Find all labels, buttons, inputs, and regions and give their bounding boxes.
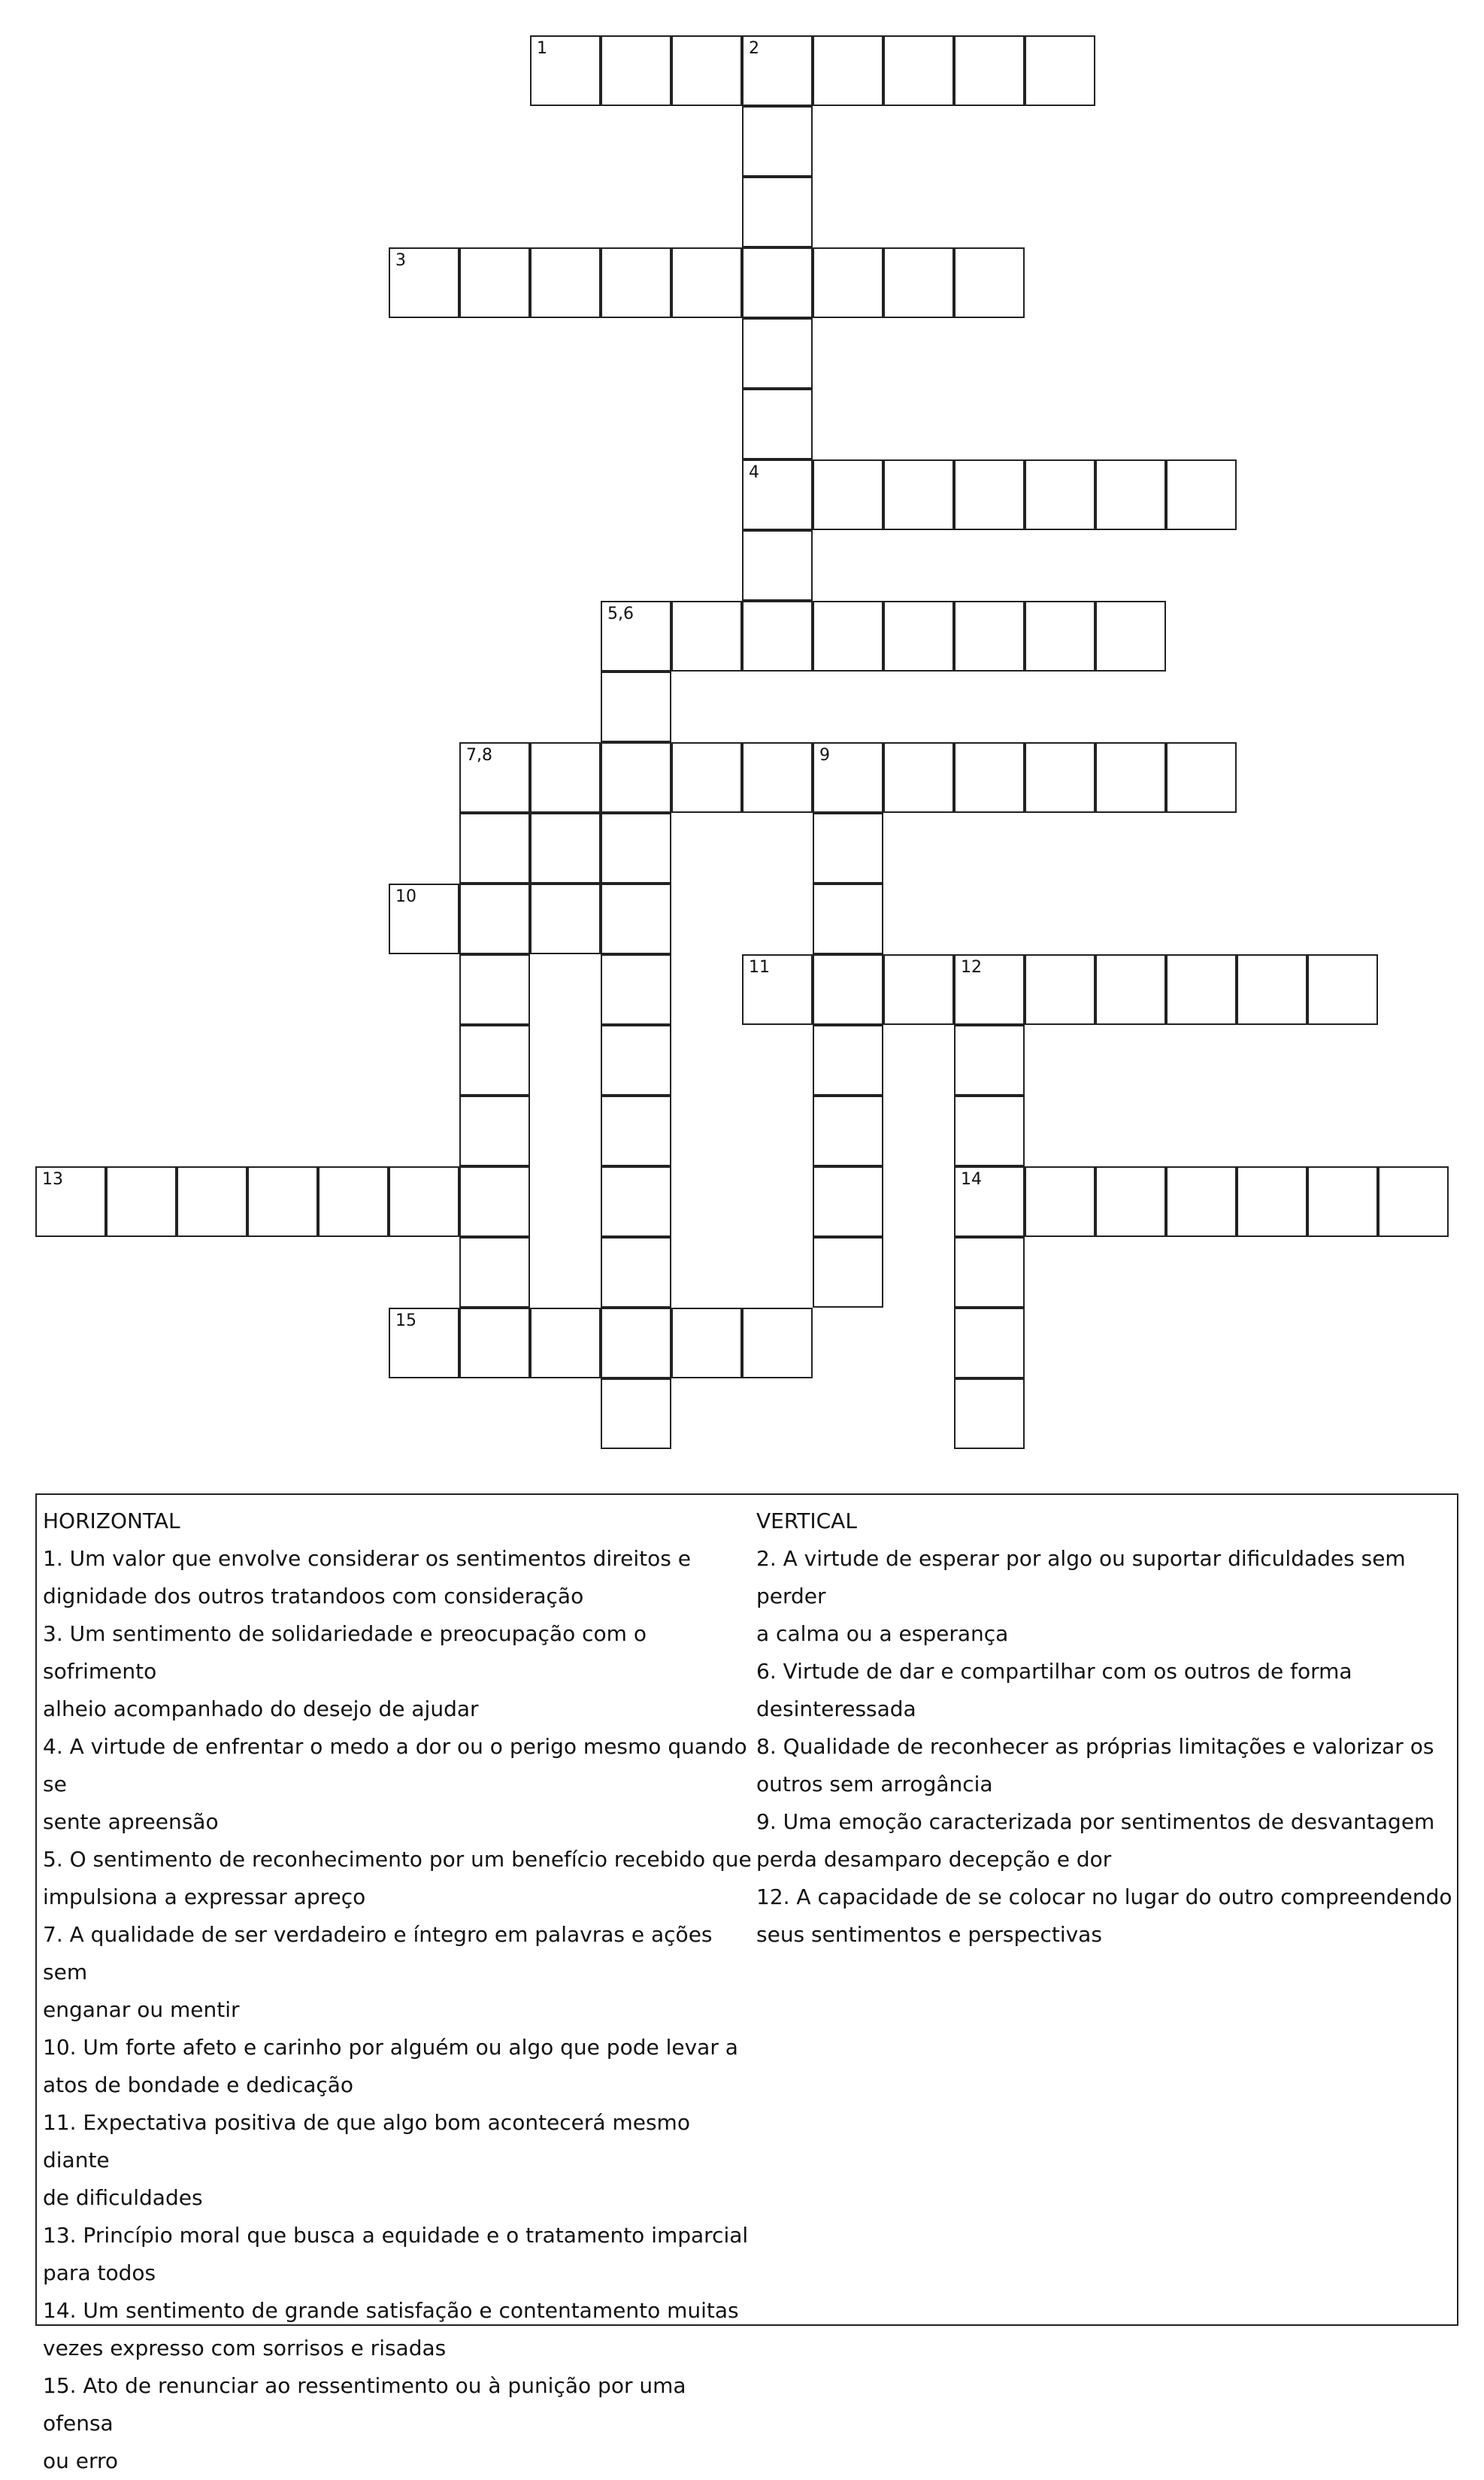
grid-cell[interactable] <box>389 247 459 318</box>
clue-line: 7. A qualidade de ser verdadeiro e íntegro em palavras e ações sem <box>43 1922 713 1984</box>
clue-line: impulsiona a expressar apreço <box>43 1884 366 1909</box>
clue-line: alheio acompanhado do desejo de ajudar <box>43 1696 479 1721</box>
grid-cell[interactable] <box>813 884 883 954</box>
grid-cell[interactable] <box>742 1308 813 1378</box>
grid-cell[interactable] <box>954 601 1025 672</box>
grid-cell[interactable] <box>459 1237 530 1308</box>
grid-cell[interactable] <box>1025 742 1095 813</box>
grid-cell[interactable] <box>742 247 813 318</box>
clue-line: 14. Um sentimento de grande satisfação e contentamento muitas <box>43 2298 739 2323</box>
grid-cell[interactable] <box>813 1025 883 1096</box>
grid-cell[interactable] <box>601 884 671 954</box>
grid-cell[interactable] <box>813 1237 883 1308</box>
grid-cell[interactable] <box>530 247 601 318</box>
grid-cell[interactable] <box>813 954 883 1025</box>
grid-cell[interactable] <box>742 318 813 389</box>
grid-cell[interactable] <box>883 601 954 672</box>
grid-cell[interactable] <box>1025 601 1095 672</box>
grid-cell[interactable] <box>459 742 530 813</box>
grid-cell[interactable] <box>1095 459 1166 530</box>
vertical-title: VERTICAL <box>756 1508 857 1533</box>
grid-cell[interactable] <box>1307 954 1378 1025</box>
clue-number: 7,8 <box>466 746 492 765</box>
grid-cell[interactable] <box>1378 1166 1449 1237</box>
grid-cell[interactable] <box>601 1237 671 1308</box>
clue-number: 2 <box>749 39 759 58</box>
clue-line: desinteressada <box>756 1696 916 1721</box>
clue-line: dignidade dos outros tratandoos com consideração <box>43 1584 584 1608</box>
clue-line: 12. A capacidade de se colocar no lugar do outro compreendendo <box>756 1884 1452 1909</box>
grid-cell[interactable] <box>459 247 530 318</box>
grid-cell[interactable] <box>601 601 671 672</box>
clue-number: 4 <box>749 463 759 482</box>
grid-cell[interactable] <box>813 1166 883 1237</box>
clue-line: 8. Qualidade de reconhecer as próprias limitações e valorizar os <box>756 1734 1434 1759</box>
grid-cell[interactable] <box>1025 1166 1095 1237</box>
grid-cell[interactable] <box>1237 1166 1307 1237</box>
grid-cell[interactable] <box>459 1166 530 1237</box>
grid-cell[interactable] <box>35 1166 106 1237</box>
clue-line: sente apreensão <box>43 1809 219 1834</box>
horizontal-clues <box>43 1502 757 2480</box>
grid-cell[interactable] <box>459 1096 530 1166</box>
grid-cell[interactable] <box>389 884 459 954</box>
clue-line: de dificuldades <box>43 2185 203 2210</box>
clue-line: atos de bondade e dedicação <box>43 2072 354 2097</box>
grid-cell[interactable] <box>742 459 813 530</box>
grid-cell[interactable] <box>813 813 883 884</box>
grid-cell[interactable] <box>813 1096 883 1166</box>
grid-cell[interactable] <box>1166 459 1237 530</box>
grid-cell[interactable] <box>601 247 671 318</box>
grid-cell[interactable] <box>530 1308 601 1378</box>
grid-cell[interactable] <box>671 247 742 318</box>
grid-cell[interactable] <box>813 459 883 530</box>
grid-cell[interactable] <box>1166 742 1237 813</box>
grid-cell[interactable] <box>742 742 813 813</box>
grid-cell[interactable] <box>1025 35 1095 106</box>
grid-cell[interactable] <box>954 247 1025 318</box>
grid-cell[interactable] <box>247 1166 318 1237</box>
clue-line: vezes expresso com sorrisos e risadas <box>43 2336 447 2360</box>
grid-cell[interactable] <box>954 1025 1025 1096</box>
grid-cell[interactable] <box>177 1166 247 1237</box>
grid-cell[interactable] <box>459 813 530 884</box>
clue-number: 11 <box>749 958 770 977</box>
clue-line: 5. O sentimento de reconhecimento por um benefício recebido que <box>43 1847 752 1872</box>
grid-cell[interactable] <box>954 1237 1025 1308</box>
grid-cell[interactable] <box>601 35 671 106</box>
grid-cell[interactable] <box>1095 954 1166 1025</box>
grid-cell[interactable] <box>1166 954 1237 1025</box>
grid-cell[interactable] <box>601 1378 671 1449</box>
grid-cell[interactable] <box>954 459 1025 530</box>
grid-cell[interactable] <box>530 742 601 813</box>
grid-cell[interactable] <box>883 247 954 318</box>
grid-cell[interactable] <box>601 954 671 1025</box>
clue-line: outros sem arrogância <box>756 1772 993 1796</box>
grid-cell[interactable] <box>389 1166 459 1237</box>
grid-cell[interactable] <box>813 742 883 813</box>
clue-line: 9. Uma emoção caracterizada por sentimentos de desvantagem <box>756 1809 1435 1834</box>
clue-number: 9 <box>819 746 830 765</box>
grid-cell[interactable] <box>671 1308 742 1378</box>
clue-line: 13. Princípio moral que busca a equidade e o tratamento imparcial <box>43 2223 749 2248</box>
grid-cell[interactable] <box>601 672 671 742</box>
grid-cell[interactable] <box>883 459 954 530</box>
grid-cell[interactable] <box>601 1096 671 1166</box>
clue-line: ou erro <box>43 2448 119 2473</box>
grid-cell[interactable] <box>671 35 742 106</box>
grid-cell[interactable] <box>106 1166 177 1237</box>
grid-cell[interactable] <box>1025 459 1095 530</box>
grid-cell[interactable] <box>459 1025 530 1096</box>
grid-cell[interactable] <box>671 601 742 672</box>
clue-line: 1. Um valor que envolve considerar os sentimentos direitos e <box>43 1546 691 1571</box>
grid-cell[interactable] <box>459 1308 530 1378</box>
clue-line: 10. Um forte afeto e carinho por alguém ou algo que pode levar a <box>43 2035 738 2060</box>
clue-number: 1 <box>537 39 547 58</box>
grid-cell[interactable] <box>954 954 1025 1025</box>
grid-cell[interactable] <box>1025 954 1095 1025</box>
grid-cell[interactable] <box>954 1096 1025 1166</box>
grid-cell[interactable] <box>883 35 954 106</box>
grid-cell[interactable] <box>742 177 813 247</box>
grid-cell[interactable] <box>954 1166 1025 1237</box>
clue-line: 15. Ato de renunciar ao ressentimento ou à punição por uma ofensa <box>43 2373 686 2436</box>
grid-cell[interactable] <box>742 601 813 672</box>
grid-cell[interactable] <box>883 742 954 813</box>
clue-line: 11. Expectativa positiva de que algo bom acontecerá mesmo diante <box>43 2110 690 2172</box>
clue-line: 2. A virtude de esperar por algo ou suportar dificuldades sem perder <box>756 1546 1406 1608</box>
grid-cell[interactable] <box>742 35 813 106</box>
clue-number: 3 <box>395 251 406 270</box>
grid-cell[interactable] <box>1095 742 1166 813</box>
clues-box <box>35 1493 1458 2473</box>
grid-cell[interactable] <box>530 35 601 106</box>
clue-line: enganar ou mentir <box>43 1997 240 2022</box>
grid-cell[interactable] <box>671 742 742 813</box>
grid-cell[interactable] <box>813 601 883 672</box>
grid-cell[interactable] <box>883 954 954 1025</box>
grid-cell[interactable] <box>318 1166 389 1237</box>
grid-cell[interactable] <box>601 813 671 884</box>
grid-cell[interactable] <box>742 389 813 459</box>
clue-number: 10 <box>395 887 416 906</box>
grid-cell[interactable] <box>601 742 671 813</box>
grid-cell[interactable] <box>742 530 813 601</box>
grid-cell[interactable] <box>530 813 601 884</box>
clue-number: 15 <box>395 1311 416 1330</box>
horizontal-title: HORIZONTAL <box>43 1508 180 1533</box>
grid-cell[interactable] <box>954 35 1025 106</box>
grid-cell[interactable] <box>601 1166 671 1237</box>
grid-cell[interactable] <box>459 954 530 1025</box>
grid-cell[interactable] <box>742 106 813 177</box>
clue-line: seus sentimentos e perspectivas <box>756 1922 1102 1947</box>
clue-line: para todos <box>43 2260 156 2285</box>
grid-cell[interactable] <box>813 35 883 106</box>
clue-number: 5,6 <box>607 605 634 623</box>
grid-cell[interactable] <box>530 884 601 954</box>
grid-cell[interactable] <box>1237 954 1307 1025</box>
clue-line: 6. Virtude de dar e compartilhar com os outros de forma <box>756 1659 1352 1684</box>
grid-cell[interactable] <box>742 954 813 1025</box>
clue-number: 13 <box>42 1170 63 1189</box>
grid-cell[interactable] <box>1307 1166 1378 1237</box>
grid-cell[interactable] <box>459 884 530 954</box>
clue-line: a calma ou a esperança <box>756 1621 1009 1646</box>
clue-line: perda desamparo decepção e dor <box>756 1847 1112 1872</box>
clue-line: 4. A virtude de enfrentar o medo a dor ou o perigo mesmo quando se <box>43 1734 747 1796</box>
grid-cell[interactable] <box>813 247 883 318</box>
grid-cell[interactable] <box>1095 601 1166 672</box>
grid-cell[interactable] <box>389 1308 459 1378</box>
grid-cell[interactable] <box>954 1308 1025 1378</box>
grid-cell[interactable] <box>954 742 1025 813</box>
grid-cell[interactable] <box>954 1378 1025 1449</box>
vertical-clues <box>756 1502 1455 1954</box>
grid-cell[interactable] <box>601 1025 671 1096</box>
clue-line: 3. Um sentimento de solidariedade e preocupação com o sofrimento <box>43 1621 647 1684</box>
clue-number: 12 <box>961 958 982 977</box>
grid-cell[interactable] <box>1166 1166 1237 1237</box>
grid-cell[interactable] <box>1095 1166 1166 1237</box>
clue-number: 14 <box>961 1170 982 1189</box>
grid-cell[interactable] <box>601 1308 671 1378</box>
